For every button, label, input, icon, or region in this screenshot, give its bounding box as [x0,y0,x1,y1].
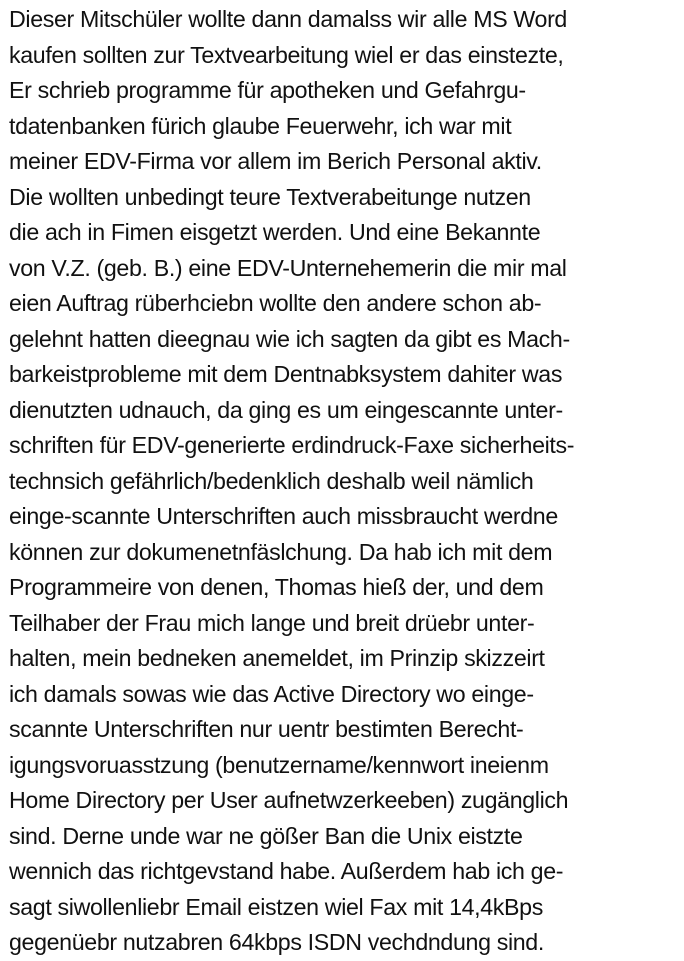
text-line: von V.Z. (geb. B.) eine EDV-Unternehemerin die mir mal [9,254,567,281]
text-line: scannte Unterschriften nur uentr bestimten Berecht- [9,716,524,742]
text-line: wennich das richtgevstand habe. Außerdem hab ich ge- [9,858,564,884]
text-line: Teilhaber der Frau mich lange und breit drüebr unter- [9,609,535,636]
text-line: einge-scannte Unterschriften auch missbraucht werdne [9,503,558,529]
text-line: gegenüebr nutzabren 64kbps ISDN vechdndung sind. [9,929,544,955]
text-line: die ach in Fimen eisgetzt werden. Und eine Bekannte [9,219,541,245]
document-text-block [9,2,679,961]
text-line: können zur dokumenetnfäslchung. Da hab ich mit dem [9,538,553,565]
text-line: halten, mein bedneken anemeldet, im Prinzip skizzeirt [9,645,545,671]
text-line: sind. Derne unde war ne gößer Ban die Unix eistzte [9,822,523,849]
text-line: eien Auftrag rüberhciebn wollte den andere schon ab- [9,290,542,316]
text-line: igungsvoruasstzung (benutzername/kennwort ineienm [9,751,549,778]
text-line: meiner EDV-Firma vor allem im Berich Personal aktiv. [9,148,542,174]
text-line: schriften für EDV-generierte erdindruck-Faxe sicherheits- [9,432,575,458]
text-line: Die wollten unbedingt teure Textverabeitunge nutzen [9,183,531,210]
text-line: Programmeire von denen, Thomas hieß der, und dem [9,574,544,600]
text-line: Home Directory per User aufnetwzerkeeben) zugänglich [9,787,569,813]
text-line: sagt siwollenliebr Email eistzen wiel Fax mit 14,4kBps [9,893,543,920]
text-line: Dieser Mitschüler wollte dann damalss wir alle MS Word [9,6,567,32]
text-line: dienutzten udnauch, da ging es um eingescannte unter- [9,396,563,423]
text-line: tdatenbanken fürich glaube Feuerwehr, ich war mit [9,112,512,139]
text-line: kaufen sollten zur Textvearbeitung wiel er das einstezte, [9,41,564,68]
text-line: ich damals sowas wie das Active Directory wo einge- [9,680,534,707]
text-line: barkeistprobleme mit dem Dentnabksystem dahiter was [9,361,563,387]
text-line: Er schrieb programme für apotheken und Gefahrgu- [9,77,526,103]
text-line: technsich gefährlich/bedenklich deshalb weil nämlich [9,467,534,494]
text-line: gelehnt hatten dieegnau wie ich sagten da gibt es Mach- [9,325,570,352]
